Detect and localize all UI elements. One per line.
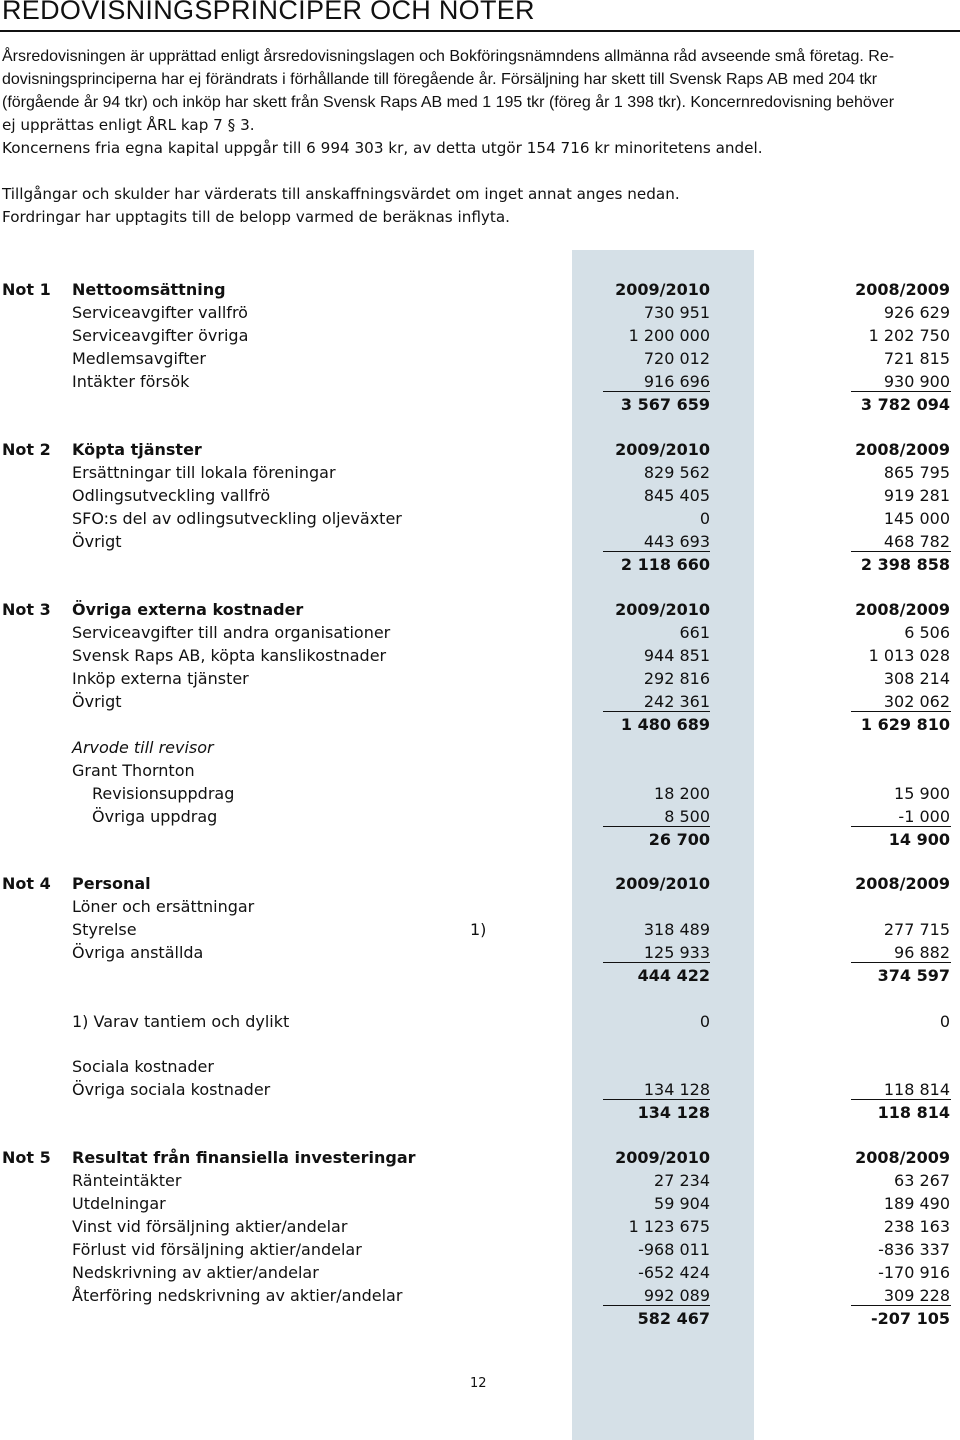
value-current: 0 [699,1012,710,1031]
total-current: 582 467 [637,1309,710,1328]
table-row [0,644,960,667]
year-previous: 2008/2009 [855,280,950,299]
intro-line: dovisningsprinciperna har ej förändrats i förhållande till föregående år. Försäljning har skett till Svensk Raps AB med 204 tkr [2,71,878,88]
total-previous: 2 398 858 [860,555,950,574]
auditor-heading-row [0,736,960,759]
title-rule [0,30,960,32]
value-previous: 721 815 [883,349,950,368]
sum-underline [603,1305,710,1306]
value-previous: 96 882 [894,943,950,962]
value-current: 730 951 [643,303,710,322]
total-current: 2 118 660 [620,555,710,574]
total-current: 26 700 [648,830,710,849]
intro-line: Årsredovisningen är upprättad enligt årsredovisningslagen och Bokföringsnämndens allmänna råd avseende små företag. Re- [2,48,895,65]
year-current: 2009/2010 [615,1148,710,1167]
total-row [0,393,960,416]
value-current: 18 200 [654,784,710,803]
intro-line: Fordringar har upptagits till de belopp varmed de beräknas inflyta. [2,208,510,226]
sum-underline [851,1305,951,1306]
footnote-marker: 1) [470,920,487,939]
note-number: Not 5 [2,1148,51,1167]
value-previous: 308 214 [883,669,950,688]
intro-line: (förgående år 94 tkr) och inköp har skett från Svensk Raps AB med 1 195 tkr (föreg år 1 398 tkr). Koncernredovisning behöver [2,94,895,111]
sum-underline [603,962,710,963]
value-previous: 118 814 [883,1080,950,1099]
value-previous: 0 [939,1012,950,1031]
note-header [0,872,960,895]
footnote-row [0,1010,960,1033]
value-previous: 145 000 [883,509,950,528]
year-current: 2009/2010 [615,440,710,459]
value-current: 829 562 [643,463,710,482]
row-label: Odlingsutveckling vallfrö [72,486,271,505]
sum-underline [851,962,951,963]
table-row [0,1215,960,1238]
value-current: 1 200 000 [628,326,710,345]
total-current: 3 567 659 [620,395,710,414]
row-label: Ränteintäkter [72,1171,182,1190]
table-row [0,782,960,805]
table-row [0,805,960,828]
table-row [0,1261,960,1284]
value-previous: -1 000 [898,807,950,826]
sum-underline [851,711,951,712]
year-previous: 2008/2009 [855,874,950,893]
value-previous: -170 916 [878,1263,950,1282]
value-previous: 6 506 [904,623,950,642]
row-label: Övrigt [72,692,122,711]
sum-underline [851,826,951,827]
value-current: 0 [699,509,710,528]
table-row [0,301,960,324]
table-row [0,507,960,530]
note-header [0,1146,960,1169]
total-row [0,828,960,851]
total-row [0,713,960,736]
year-current: 2009/2010 [615,874,710,893]
intro-line: ej upprättas enligt ÅRL kap 7 § 3. [2,116,255,134]
subheading-row [0,895,960,918]
note-number: Not 3 [2,600,51,619]
total-previous: 374 597 [877,966,950,985]
subheading: Sociala kostnader [72,1057,214,1076]
total-row [0,1307,960,1330]
table-row [0,1192,960,1215]
note-title: Personal [72,874,151,893]
year-previous: 2008/2009 [855,1148,950,1167]
value-previous: 468 782 [883,532,950,551]
value-current: 916 696 [643,372,710,391]
value-current: 292 816 [643,669,710,688]
page-number: 12 [470,1376,487,1391]
table-row [0,347,960,370]
value-current: 661 [679,623,710,642]
total-current: 1 480 689 [620,715,710,734]
row-label: Serviceavgifter vallfrö [72,303,248,322]
note-title: Köpta tjänster [72,440,202,459]
value-current: 318 489 [643,920,710,939]
row-label: Utdelningar [72,1194,166,1213]
year-current: 2009/2010 [615,600,710,619]
footnote-label: 1) Varav tantiem och dylikt [72,1012,290,1031]
total-previous: 14 900 [888,830,950,849]
row-label: Förlust vid försäljning aktier/andelar [72,1240,362,1259]
value-previous: 15 900 [894,784,950,803]
note-header [0,278,960,301]
table-row [0,484,960,507]
note-title: Resultat från finansiella investeringar [72,1148,416,1167]
total-previous: 1 629 810 [860,715,950,734]
note-title: Nettoomsättning [72,280,226,299]
value-previous: 189 490 [883,1194,950,1213]
note-header [0,598,960,621]
table-row [0,1078,960,1101]
value-previous: 919 281 [883,486,950,505]
sum-underline [851,391,951,392]
value-current: 1 123 675 [628,1217,710,1236]
total-previous: 3 782 094 [860,395,950,414]
value-previous: -836 337 [878,1240,950,1259]
total-row [0,553,960,576]
value-current: 134 128 [643,1080,710,1099]
sum-underline [603,711,710,712]
row-label: Serviceavgifter till andra organisationer [72,623,391,642]
sum-underline [603,826,710,827]
value-current: 59 904 [654,1194,710,1213]
note-title: Övriga externa kostnader [72,600,304,619]
intro-line: Tillgångar och skulder har värderats till anskaffningsvärdet om inget annat anges nedan. [2,185,680,203]
total-previous: -207 105 [870,1309,950,1328]
total-row [0,964,960,987]
value-current: 944 851 [643,646,710,665]
value-previous: 238 163 [883,1217,950,1236]
total-previous: 118 814 [877,1103,950,1122]
total-row [0,1101,960,1124]
sum-underline [603,551,710,552]
value-previous: 309 228 [883,1286,950,1305]
table-row [0,530,960,553]
auditor-name: Grant Thornton [72,761,195,780]
row-label: Nedskrivning av aktier/andelar [72,1263,319,1282]
row-label: Styrelse [72,920,137,939]
value-current: 443 693 [643,532,710,551]
value-previous: 302 062 [883,692,950,711]
row-label: SFO:s del av odlingsutveckling oljeväxter [72,509,402,528]
sum-underline [603,391,710,392]
value-previous: 277 715 [883,920,950,939]
row-label: Medlemsavgifter [72,349,206,368]
sum-underline [851,551,951,552]
note-number: Not 2 [2,440,51,459]
sum-underline [851,1099,951,1100]
row-label: Övriga sociala kostnader [72,1080,271,1099]
table-row [0,1238,960,1261]
value-current: 242 361 [643,692,710,711]
table-row [0,461,960,484]
total-current: 444 422 [637,966,710,985]
row-label: Serviceavgifter övriga [72,326,249,345]
subheading: Löner och ersättningar [72,897,255,916]
year-current: 2009/2010 [615,280,710,299]
table-row [0,918,960,941]
note-number: Not 4 [2,874,51,893]
row-label: Revisionsuppdrag [92,784,235,803]
table-row [0,667,960,690]
table-row [0,370,960,393]
value-current: 845 405 [643,486,710,505]
row-label: Återföring nedskrivning av aktier/andelar [72,1286,403,1305]
page-title: REDOVISNINGSPRINCIPER OCH NOTER [2,0,535,25]
value-previous: 1 202 750 [868,326,950,345]
row-label: Övrigt [72,532,122,551]
value-previous: 1 013 028 [868,646,950,665]
value-current: 8 500 [664,807,710,826]
row-label: Inköp externa tjänster [72,669,249,688]
sum-underline [603,1099,710,1100]
note-header [0,438,960,461]
table-row [0,324,960,347]
value-current: 27 234 [654,1171,710,1190]
row-label: Övriga uppdrag [92,807,218,826]
value-current: -968 011 [638,1240,710,1259]
row-label: Vinst vid försäljning aktier/andelar [72,1217,348,1236]
value-previous: 930 900 [883,372,950,391]
value-previous: 926 629 [883,303,950,322]
value-current: 992 089 [643,1286,710,1305]
row-label: Övriga anställda [72,943,204,962]
intro-line: Koncernens fria egna kapital uppgår till 6 994 303 kr, av detta utgör 154 716 kr minoritetens andel. [2,139,763,157]
value-current: 720 012 [643,349,710,368]
table-row [0,1284,960,1307]
row-label: Ersättningar till lokala föreningar [72,463,336,482]
value-previous: 63 267 [894,1171,950,1190]
year-previous: 2008/2009 [855,440,950,459]
auditor-heading: Arvode till revisor [72,738,214,757]
value-current: 125 933 [643,943,710,962]
note-number: Not 1 [2,280,51,299]
value-previous: 865 795 [883,463,950,482]
year-previous: 2008/2009 [855,600,950,619]
value-current: -652 424 [638,1263,710,1282]
table-row [0,941,960,964]
row-label: Intäkter försök [72,372,190,391]
row-label: Svensk Raps AB, köpta kanslikostnader [72,646,387,665]
subheading-row [0,1055,960,1078]
table-row [0,1169,960,1192]
auditor-name-row [0,759,960,782]
total-current: 134 128 [637,1103,710,1122]
table-row [0,621,960,644]
table-row [0,690,960,713]
